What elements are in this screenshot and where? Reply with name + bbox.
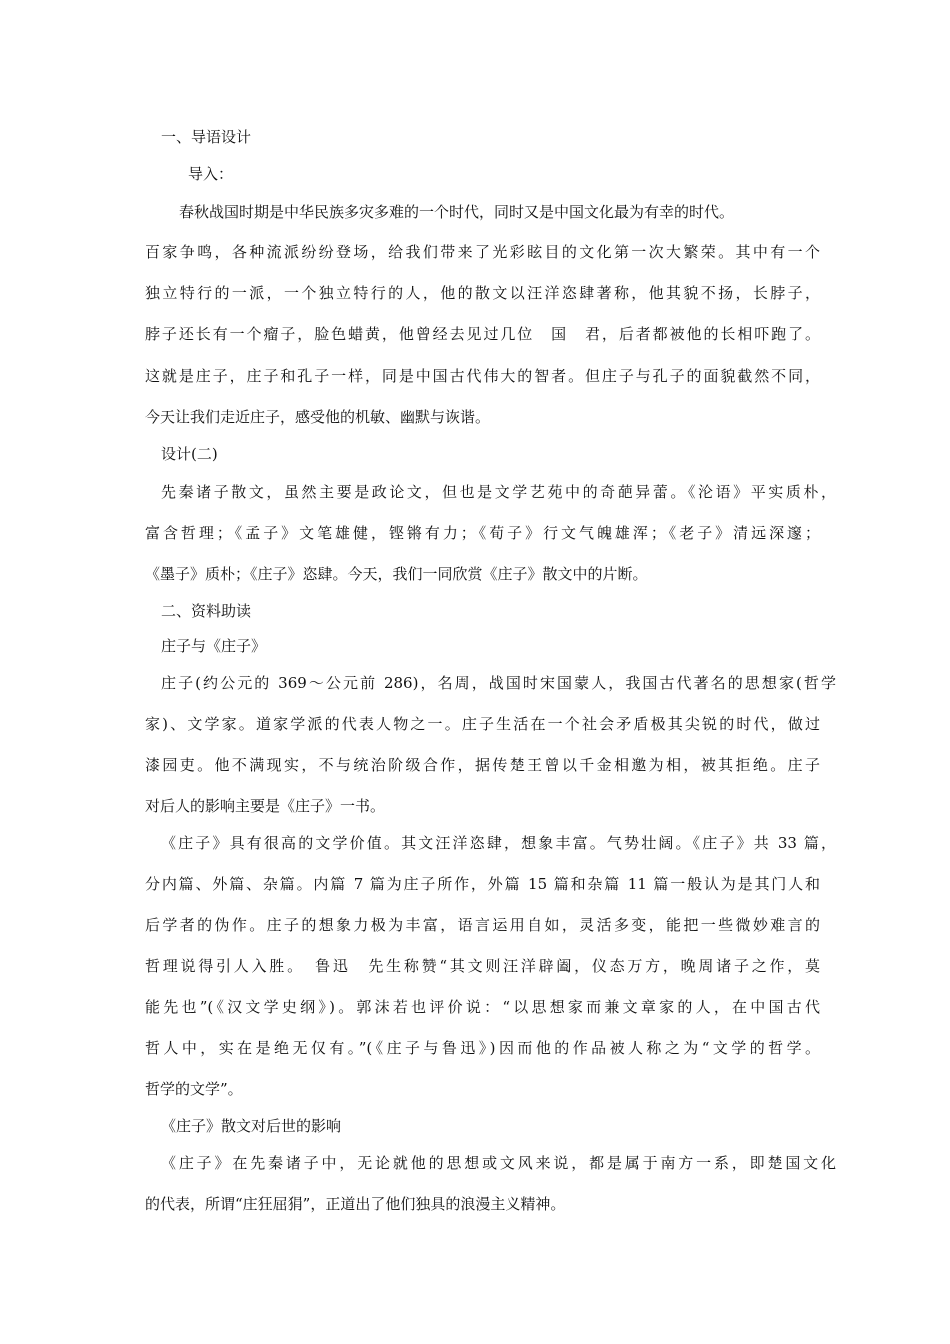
subheading-zhuangzi: 庄子与《庄子》 bbox=[161, 637, 267, 655]
paragraph-line: 脖子还长有一个瘤子，脸色蜡黄，他曾经去见过几位 国 君，后者都被他的长相吓跑了。 bbox=[145, 325, 820, 343]
paragraph-line: 漆园吏。他不满现实，不与统治阶级合作，据传楚王曾以千金相邀为相，被其拒绝。庄子 bbox=[145, 756, 820, 774]
paragraph-line: 《墨子》质朴；《庄子》恣肆。今天，我们一同欣赏《庄子》散文中的片断。 bbox=[145, 565, 648, 583]
subheading-influence: 《庄子》散文对后世的影响 bbox=[161, 1117, 342, 1135]
paragraph-line: 百家争鸣，各种流派纷纷登场，给我们带来了光彩眩目的文化第一次大繁荣。其中有一个 bbox=[145, 243, 820, 261]
paragraph-line: 这就是庄子，庄子和孔子一样，同是中国古代伟大的智者。但庄子与孔子的面貌截然不同， bbox=[145, 367, 820, 385]
paragraph-line: 春秋战国时期是中华民族多灾多难的一个时代，同时又是中国文化最为有幸的时代。 bbox=[179, 203, 735, 221]
paragraph-line: 哲学的文学”。 bbox=[145, 1080, 243, 1098]
paragraph-line: 后学者的伪作。庄子的想象力极为丰富，语言运用自如，灵活多变，能把一些微妙难言的 bbox=[145, 916, 820, 934]
paragraph-line: 独立特行的一派，一个独立特行的人，他的散文以汪洋恣肆著称，他其貌不扬，长脖子， bbox=[145, 284, 820, 302]
paragraph-line: 庄子(约公元的 369～公元前 286)，名周，战国时宋国蒙人，我国古代著名的思想家(哲学 bbox=[161, 674, 836, 692]
paragraph-line: 能先也”(《汉文学史纲》)。郭沫若也评价说：“以思想家而兼文章家的人，在中国古代 bbox=[145, 998, 820, 1016]
paragraph-line: 先秦诸子散文，虽然主要是政论文，但也是文学艺苑中的奇葩异蕾。《沦语》平实质朴， bbox=[161, 483, 836, 501]
subheading-design-two: 设计(二) bbox=[161, 445, 218, 463]
paragraph-line: 富含哲理；《孟子》文笔雄健，铿锵有力；《荀子》行文气魄雄浑；《老子》清远深邃； bbox=[145, 524, 820, 542]
section-heading-reading-aid: 二、资料助读 bbox=[161, 602, 252, 620]
paragraph-line: 《庄子》具有很高的文学价值。其文汪洋恣肆，想象丰富。气势壮阔。《庄子》共 33 篇， bbox=[161, 834, 836, 852]
paragraph-line: 对后人的影响主要是《庄子》一书。 bbox=[145, 797, 386, 815]
paragraph-line: 哲人中，实在是绝无仅有。”(《庄子与鲁迅》)因而他的作品被人称之为“文学的哲学。 bbox=[145, 1039, 820, 1057]
subheading-intro: 导入： bbox=[188, 165, 234, 183]
paragraph-line: 《庄子》在先秦诸子中，无论就他的思想或文风来说，都是属于南方一系，即楚国文化 bbox=[161, 1154, 836, 1172]
paragraph-line: 今天让我们走近庄子，感受他的机敏、幽默与诙谐。 bbox=[145, 408, 491, 426]
paragraph-line: 的代表，所谓“庄狂屈狷”，正道出了他们独具的浪漫主义精神。 bbox=[145, 1195, 566, 1213]
paragraph-line: 分内篇、外篇、杂篇。内篇 7 篇为庄子所作，外篇 15 篇和杂篇 11 篇一般认为是其门人和 bbox=[145, 875, 820, 893]
paragraph-line: 哲理说得引人入胜。 鲁迅 先生称赞“其文则汪洋辟阖，仪态万方，晚周诸子之作，莫 bbox=[145, 957, 820, 975]
section-heading-intro-design: 一、导语设计 bbox=[161, 128, 252, 146]
paragraph-line: 家)、文学家。道家学派的代表人物之一。庄子生活在一个社会矛盾极其尖锐的时代，做过 bbox=[145, 715, 820, 733]
